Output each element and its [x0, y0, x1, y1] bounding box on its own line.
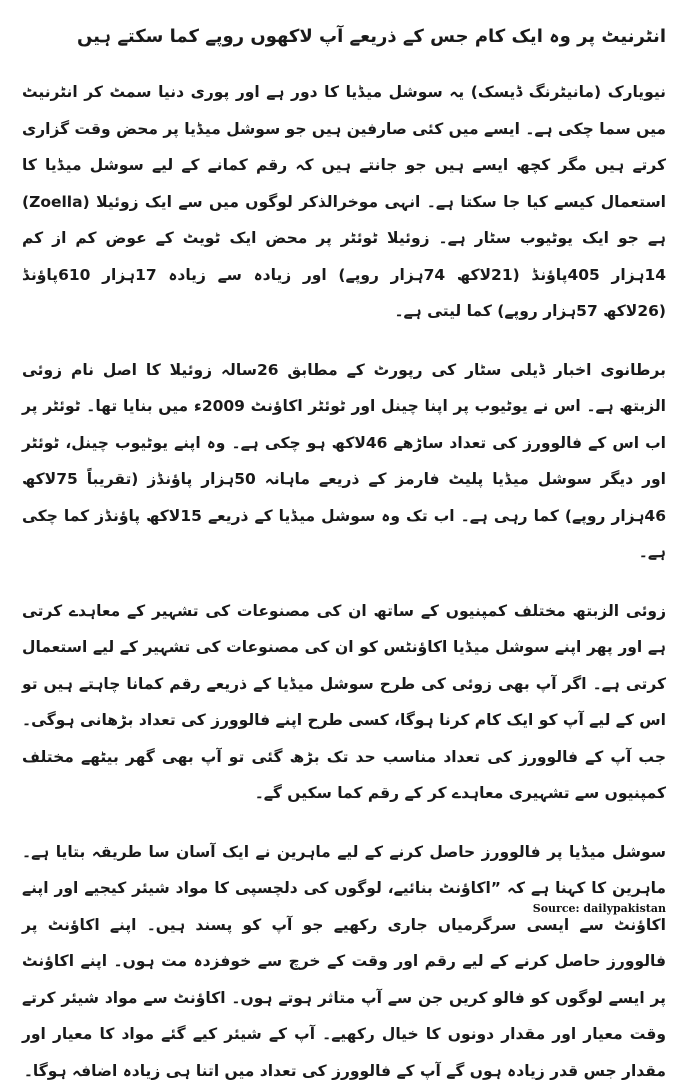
article-paragraph-2: برطانوی اخبار ڈیلی سٹار کی رپورٹ کے مطابق 26سالہ زوئیلا کا اصل نام زوئی الزبتھ ہے۔ اس نے یوٹیوب پر اپنا چینل اور ٹوئٹر اکاؤنٹ 2009ء میں بنایا تھا۔ ٹوئٹر پر اب اس کے فالوورز کی تعداد ساڑھے 46لاکھ ہو چکی ہے۔ وہ اپنے یوٹیوب چینل، ٹوئٹر اور دیگر سوشل میڈیا پلیٹ فارمز کے ذریعے ماہانہ 50ہزار پاؤنڈز (تقریباً 75لاکھ 46ہزار روپے) کما رہی ہے۔ اب تک وہ سوشل میڈیا کے ذریعے 15لاکھ پاؤنڈز کما چکی ہے۔: [22, 352, 666, 571]
source-credit: Source: dailypakistan: [533, 902, 666, 915]
article-paragraph-3: زوئی الزبتھ مختلف کمپنیوں کے ساتھ ان کی مصنوعات کی تشہیر کے معاہدے کرتی ہے اور پھر اپنے سوشل میڈیا اکاؤنٹس کو ان کی مصنوعات کی تشہیر کے لیے استعمال کرتی ہے۔ اگر آپ بھی زوئی کی طرح سوشل میڈیا کے ذریعے رقم کمانا چاہتے ہیں تو اس کے لیے آپ کو ایک کام کرنا ہوگا، کسی طرح اپنے فالوورز کی تعداد بڑھانی ہوگی۔ جب آپ کے فالوورز کی تعداد مناسب حد تک بڑھ گئی تو آپ بھی گھر بیٹھے مختلف کمپنیوں سے تشہیری معاہدے کر کے رقم کما سکیں گے۔: [22, 593, 666, 812]
article-paragraph-4: سوشل میڈیا پر فالوورز حاصل کرنے کے لیے ماہرین نے ایک آسان سا طریقہ بتایا ہے۔ ماہرین کا کہنا ہے کہ ”اکاؤنٹ بنائیے، لوگوں کی دلچسپی کا مواد شیئر کیجیے اور اپنے اکاؤنٹ سے ایسی سرگرمیاں جاری رکھیے جو آپ کو پسند ہیں۔ اپنے اکاؤنٹ پر فالوورز حاصل کرنے کے لیے رقم اور وقت کے خرچ سے خوفزدہ مت ہوں۔ اپنے اکاؤنٹ پر ایسے لوگوں کو فالو کریں جن سے آپ متاثر ہوتے ہوں۔ اکاؤنٹ سے مواد شیئر کرتے وقت معیار اور مقدار دونوں کا خیال رکھیے۔ آپ کے شیئر کیے گئے مواد کا معیار اور مقدار جس قدر زیادہ ہوں گے آپ کے فالوورز کی تعداد میں اتنا ہی زیادہ اضافہ ہوگا۔: [22, 834, 666, 1089]
article-paragraph-1: نیویارک (مانیٹرنگ ڈیسک) یہ سوشل میڈیا کا دور ہے اور پوری دنیا سمٹ کر انٹرنیٹ میں سما چکی ہے۔ ایسے میں کئی صارفین ہیں جو سوشل میڈیا پر محض وقت گزاری کرتے ہیں مگر کچھ ایسے ہیں جو جانتے ہیں کہ رقم کمانے کے لیے سوشل میڈیا کا استعمال کیسے کیا جا سکتا ہے۔ انہی موخرالذکر لوگوں میں سے ایک زوئیلا (Zoella) ہے جو ایک یوٹیوب سٹار ہے۔ زوئیلا ٹوئٹر پر محض ایک ٹویٹ کے عوض کم از کم 14ہزار 405پاؤنڈ (21لاکھ 74ہزار روپے) اور زیادہ سے زیادہ 17ہزار 610پاؤنڈ (26لاکھ 57ہزار روپے) کما لیتی ہے۔: [22, 74, 666, 330]
article-headline: انٹرنیٹ پر وہ ایک کام جس کے ذریعے آپ لاکھوں روپے کما سکتے ہیں: [22, 22, 666, 52]
